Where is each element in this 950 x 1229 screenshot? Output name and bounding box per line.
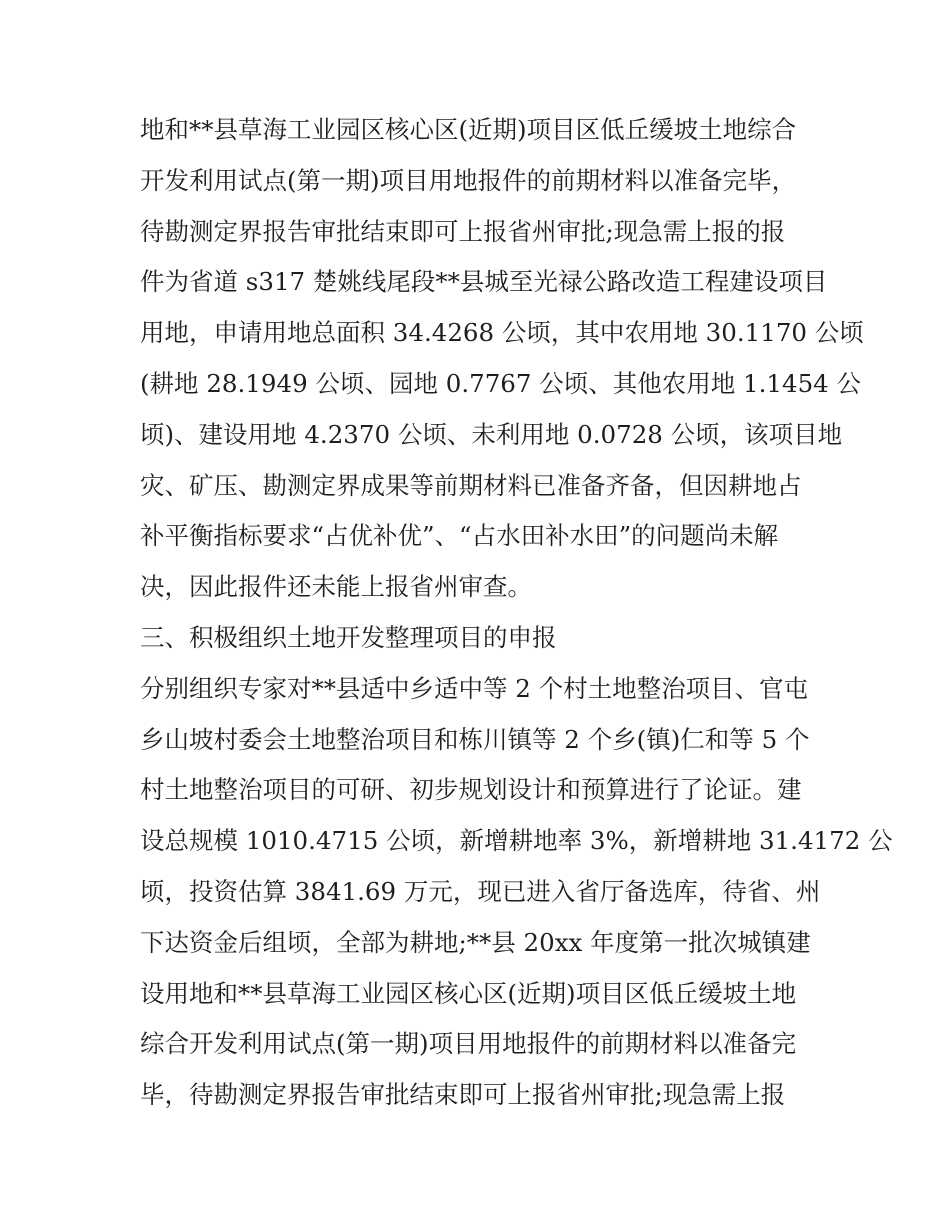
text-line: 毕，待勘测定界报告审批结束即可上报省州审批;现急需上报 bbox=[140, 1080, 786, 1110]
text-line: 待勘测定界报告审批结束即可上报省州审批;现急需上报的报 bbox=[140, 216, 786, 246]
text-line: 件为省道 s317 楚姚线尾段**县城至光禄公路改造工程建设项目 bbox=[140, 267, 828, 297]
text-line: 决，因此报件还未能上报省州审查。 bbox=[140, 572, 532, 602]
text-line: 灾、矿压、勘测定界成果等前期材料已准备齐备，但因耕地占 bbox=[140, 470, 802, 500]
text-line: 村土地整治项目的可研、初步规划设计和预算进行了论证。建 bbox=[140, 775, 802, 805]
text-line: (耕地 28.1949 公顷、园地 0.7767 公顷、其他农用地 1.1454 公 bbox=[140, 368, 862, 398]
section-heading: 三、积极组织土地开发整理项目的申报 bbox=[140, 622, 557, 652]
text-line: 补平衡指标要求“占优补优”、“占水田补水田”的问题尚未解 bbox=[140, 521, 779, 551]
text-line: 下达资金后组顷，全部为耕地;**县 20xx 年度第一批次城镇建 bbox=[140, 927, 811, 957]
text-line: 用地，申请用地总面积 34.4268 公顷，其中农用地 30.1170 公顷 bbox=[140, 318, 864, 348]
text-line: 乡山坡村委会土地整治项目和栋川镇等 2 个乡(镇)仁和等 5 个 bbox=[140, 724, 810, 754]
document-body bbox=[140, 105, 893, 1121]
text-line: 综合开发利用试点(第一期)项目用地报件的前期材料以准备完 bbox=[140, 1029, 797, 1059]
text-line: 设用地和**县草海工业园区核心区(近期)项目区低丘缓坡土地 bbox=[140, 978, 797, 1008]
text-line: 开发利用试点(第一期)项目用地报件的前期材料以准备完毕， bbox=[140, 165, 797, 195]
text-line: 顷)、建设用地 4.2370 公顷、未利用地 0.0728 公顷，该项目地 bbox=[140, 419, 843, 449]
text-line: 分别组织专家对**县适中乡适中等 2 个村土地整治项目、官屯 bbox=[140, 673, 809, 703]
text-line: 地和**县草海工业园区核心区(近期)项目区低丘缓坡土地综合 bbox=[140, 115, 797, 144]
text-line: 设总规模 1010.4715 公顷，新增耕地率 3%，新增耕地 31.4172 公 bbox=[140, 826, 893, 856]
text-line: 顷，投资估算 3841.69 万元，现已进入省厅备选库，待省、州 bbox=[140, 876, 821, 906]
